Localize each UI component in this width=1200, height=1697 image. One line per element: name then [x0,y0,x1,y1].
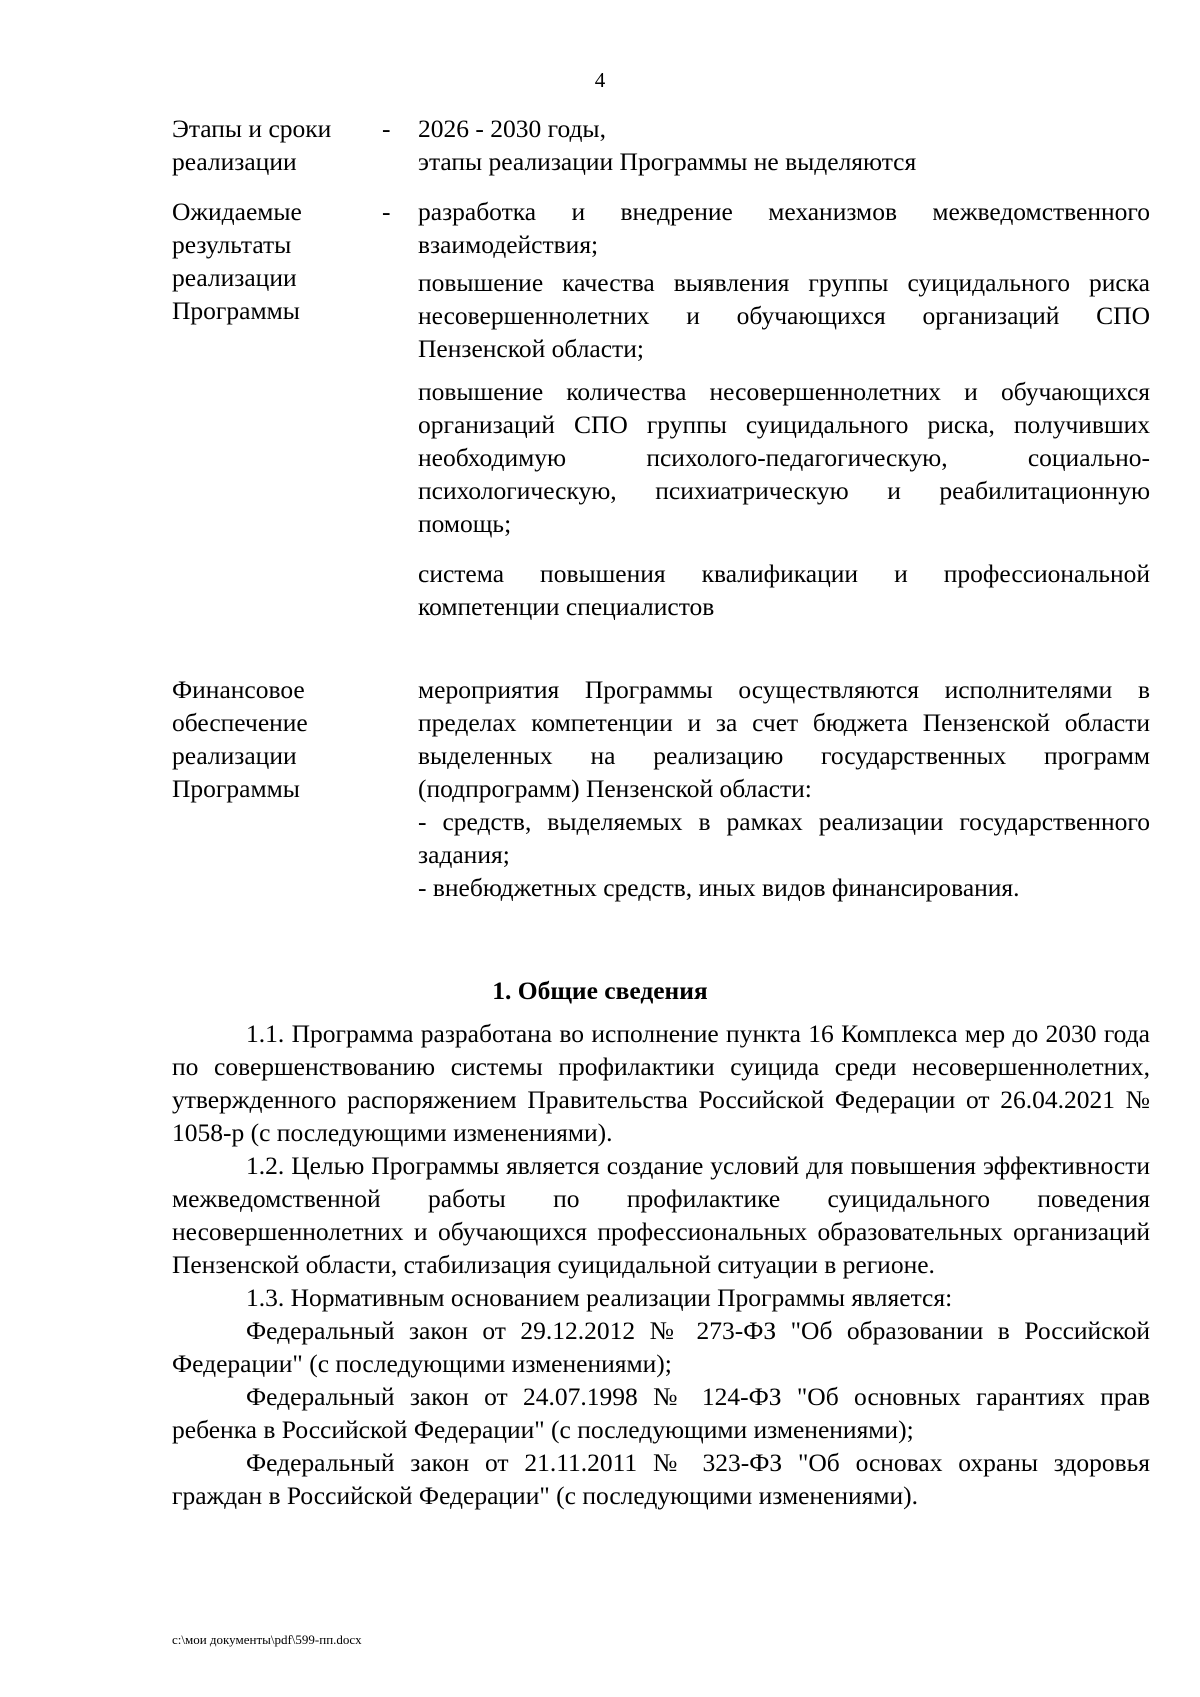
passport-label: Финансовое обеспечение реализации Программы [172,675,308,803]
passport-label: Ожидаемые результаты реализации Программы [172,197,302,325]
body-paragraph: Федеральный закон от 21.11.2011 № 323-ФЗ "Об основах охраны здоровья граждан в Российской Федерации" (с последующими изменениями). [172,1448,1150,1510]
passport-paragraph: этапы реализации Программы не выделяются [418,147,917,176]
passport-paragraph: повышение количества несовершеннолетних и обучающихся организаций СПО группы суицидального риска, получивших необходимую психолого-педагогическую, социально-психологическую, психиатрическую и реабилитационную помощь; [418,377,1150,538]
passport-content [418,673,1150,904]
body-paragraph: Федеральный закон от 29.12.2012 № 273-ФЗ "Об образовании в Российской Федерации" (с последующими изменениями); [172,1316,1150,1378]
body-paragraph: 1.2. Целью Программы является создание условий для повышения эффективности межведомственной работы по профилактике суицидального поведения несовершеннолетних и обучающихся профессиональных образовательных организаций Пензенской области, стабилизация суицидальной ситуации в регионе. [172,1151,1150,1279]
body-paragraph: 1.3. Нормативным основанием реализации Программы является: [246,1283,953,1312]
section-body [172,1017,1150,1512]
passport-label: Этапы и сроки реализации [172,114,332,176]
footer-file-path: c:\мои документы\pdf\599-пп.docx [172,1632,362,1647]
section-title: 1. Общие сведения [492,976,708,1005]
passport-paragraph: система повышения квалификации и профессиональной компетенции специалистов [418,559,1150,621]
passport-content [418,195,1150,623]
passport-paragraph: - внебюджетных средств, иных видов финансирования. [418,873,1020,902]
body-paragraph: Федеральный закон от 24.07.1998 № 124-ФЗ "Об основных гарантиях прав ребенка в Российской Федерации" (с последующими изменениями); [172,1382,1150,1444]
page-number: 4 [594,68,606,92]
body-paragraph: 1.1. Программа разработана во исполнение пункта 16 Комплекса мер до 2030 года по совершенствованию системы профилактики суицида среди несовершеннолетних, утвержденного распоряжением Правительства Российской Федерации от 26.04.2021 № 1058-р (с последующими изменениями). [172,1019,1150,1147]
passport-dash: - [382,197,391,226]
passport-paragraph: 2026 - 2030 годы, [418,114,606,143]
passport-paragraph: разработка и внедрение механизмов межведомственного взаимодействия; [418,197,1150,259]
passport-content [418,112,1150,178]
passport-paragraph: повышение качества выявления группы суицидального риска несовершеннолетних и обучающихся организаций СПО Пензенской области; [418,268,1150,363]
passport-paragraph: - средств, выделяемых в рамках реализации государственного задания; [418,807,1150,869]
passport-paragraph: мероприятия Программы осуществляются исполнителями в пределах компетенции и за счет бюджета Пензенской области выделенных на реализацию государственных программ (подпрограмм) Пензенской области: [418,675,1150,803]
passport-dash: - [382,114,391,143]
